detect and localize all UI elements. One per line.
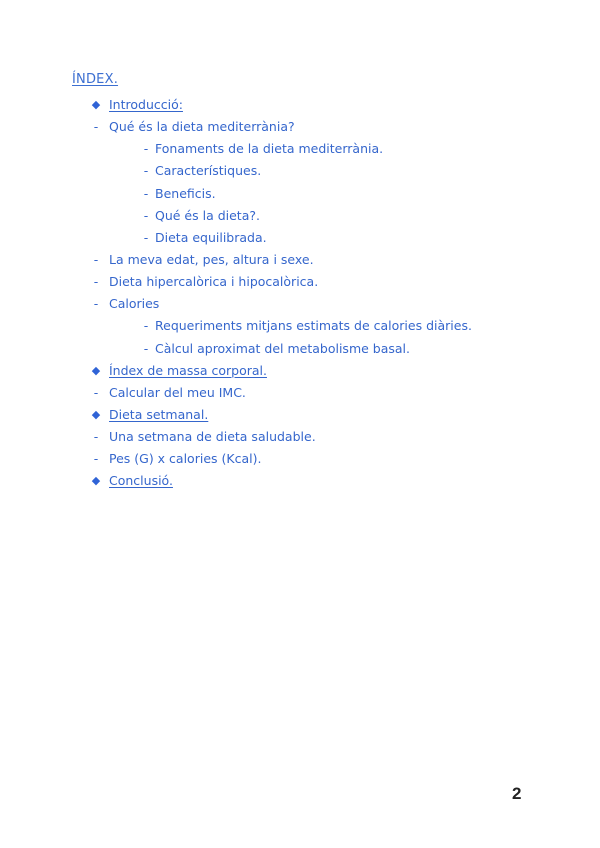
- toc-subentry: [0, 249, 600, 271]
- toc-section-entry[interactable]: [0, 94, 600, 116]
- toc-link[interactable]: Conclusió.: [109, 473, 173, 489]
- toc-subentry: [0, 116, 600, 138]
- toc-entry-text: Dieta equilibrada.: [155, 229, 267, 245]
- toc-entry-text: La meva edat, pes, altura i sexe.: [109, 251, 314, 267]
- toc-entry-text: Requeriments mitjans estimats de calories diàries.: [155, 318, 472, 334]
- toc-subentry: [0, 315, 600, 337]
- toc-entry-text: Qué és la dieta?.: [155, 207, 260, 223]
- diamond-bullet-icon: ◆: [91, 474, 101, 488]
- dash-bullet-icon: -: [143, 229, 149, 245]
- dash-bullet-icon: -: [143, 185, 149, 201]
- dash-bullet-icon: -: [93, 296, 99, 312]
- toc-subentry: [0, 205, 600, 227]
- toc-subentry: [0, 293, 600, 315]
- dash-bullet-icon: -: [143, 207, 149, 223]
- toc-entry-text: Característiques.: [155, 163, 262, 179]
- dash-bullet-icon: -: [93, 384, 99, 400]
- toc-entry-text: Qué és la dieta mediterrània?: [109, 119, 295, 135]
- dash-bullet-icon: -: [93, 451, 99, 467]
- toc-link[interactable]: Índex de massa corporal.: [109, 362, 267, 378]
- toc-subentry: [0, 338, 600, 360]
- toc-subentry: [0, 271, 600, 293]
- toc-entry-text: Càlcul aproximat del metabolisme basal.: [155, 340, 410, 356]
- toc-entry-text: Calcular del meu IMC.: [109, 384, 246, 400]
- dash-bullet-icon: -: [143, 318, 149, 334]
- toc-link[interactable]: Dieta setmanal.: [109, 406, 209, 422]
- dash-bullet-icon: -: [143, 141, 149, 157]
- toc-entry-text: Beneficis.: [155, 185, 216, 201]
- toc-entry-text: Pes (G) x calories (Kcal).: [109, 451, 262, 467]
- table-of-contents: [0, 94, 600, 493]
- index-heading[interactable]: ÍNDEX.: [72, 72, 119, 87]
- dash-bullet-icon: -: [93, 274, 99, 290]
- toc-entry-text: Calories: [109, 296, 160, 312]
- diamond-bullet-icon: ◆: [91, 407, 101, 421]
- page-number: 2: [512, 784, 522, 803]
- toc-subentry: [0, 448, 600, 470]
- diamond-bullet-icon: ◆: [91, 363, 101, 377]
- toc-section-entry[interactable]: [0, 404, 600, 426]
- toc-subentry: [0, 138, 600, 160]
- diamond-bullet-icon: ◆: [91, 98, 101, 111]
- toc-subentry: [0, 160, 600, 182]
- dash-bullet-icon: -: [93, 119, 99, 135]
- dash-bullet-icon: -: [143, 163, 149, 179]
- toc-entry-text: Una setmana de dieta saludable.: [109, 429, 316, 445]
- toc-subentry: [0, 227, 600, 249]
- toc-subentry: [0, 426, 600, 448]
- toc-section-entry[interactable]: [0, 470, 600, 492]
- toc-subentry: [0, 183, 600, 205]
- toc-link[interactable]: Introducció:: [109, 97, 183, 112]
- toc-section-entry[interactable]: [0, 360, 600, 382]
- dash-bullet-icon: -: [93, 251, 99, 267]
- dash-bullet-icon: -: [93, 429, 99, 445]
- toc-entry-text: Fonaments de la dieta mediterrània.: [155, 141, 384, 157]
- toc-entry-text: Dieta hipercalòrica i hipocalòrica.: [109, 274, 319, 290]
- dash-bullet-icon: -: [143, 340, 149, 356]
- toc-subentry: [0, 382, 600, 404]
